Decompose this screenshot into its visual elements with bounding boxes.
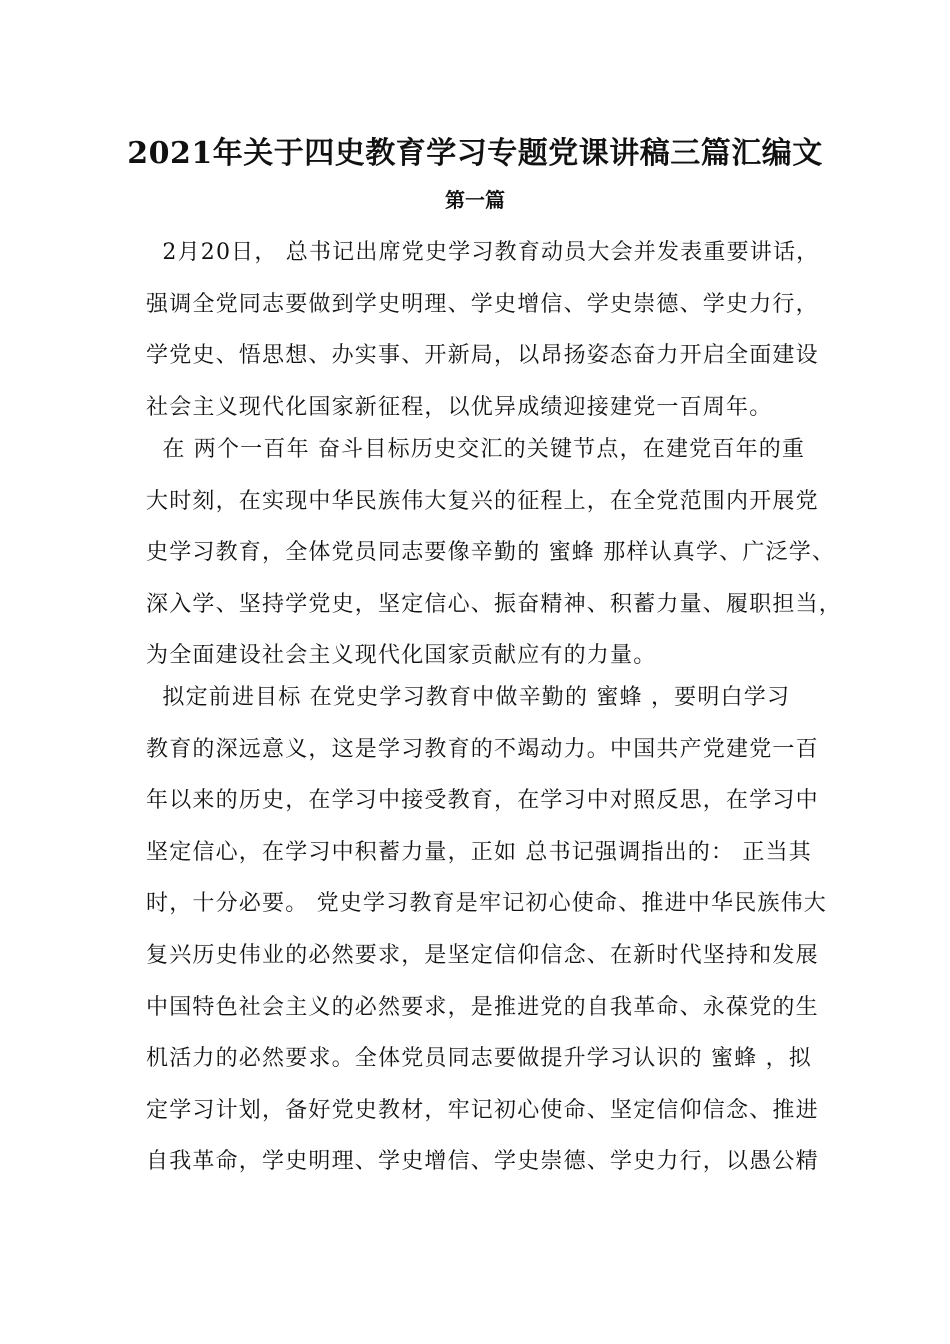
paragraph-line: 2月20日， 总书记出席党史学习教育动员大会并发表重要讲话，: [146, 240, 820, 265]
paragraph-line: 中国特色社会主义的必然要求，是推进党的自我革命、永葆党的生: [146, 994, 819, 1020]
paragraph-line: 社会主义现代化国家新征程，以优异成绩迎接建党一百周年。: [146, 394, 773, 420]
paragraph-3: [146, 672, 826, 1188]
paragraph-line: 坚定信心，在学习中积蓄力量，正如 总书记强调指出的： 正当其: [146, 839, 812, 865]
paragraph-line: 大时刻，在实现中华民族伟大复兴的征程上，在全党范围内开展党: [146, 488, 819, 514]
paragraph-line: 在 两个一百年 奋斗目标历史交汇的关键节点，在建党百年的重: [146, 437, 806, 462]
paragraph-line: 机活力的必然要求。全体党员同志要做提升学习认识的 蜜蜂 ，拟: [146, 1046, 812, 1072]
paragraph-line: 时，十分必要。 党史学习教育是牢记初心使命、推进中华民族伟大: [146, 891, 827, 917]
paragraph-2: [146, 424, 843, 682]
document-title: 2021年关于四史教育学习专题党课讲稿三篇汇编文: [127, 136, 823, 171]
paragraph-line: 复兴历史伟业的必然要求，是坚定信仰信念、在新时代坚持和发展: [146, 942, 819, 968]
paragraph-line: 年以来的历史，在学习中接受教育，在学习中对照反思，在学习中: [146, 788, 819, 814]
paragraph-line: 为全面建设社会主义现代化国家贡献应有的力量。: [146, 643, 657, 669]
paragraph-line: 深入学、坚持学党史，坚定信心、振奋精神、积蓄力量、履职担当，: [146, 591, 843, 617]
section-heading: 第一篇: [445, 188, 505, 212]
paragraph-line: 学党史、悟思想、办实事、开新局，以昂扬姿态奋力开启全面建设: [146, 343, 819, 369]
paragraph-line: 拟定前进目标 在党史学习教育中做辛勤的 蜜蜂 ，要明白学习: [146, 685, 791, 710]
paragraph-line: 自我革命，学史明理、学史增信、学史崇德、学史力行，以愚公精: [146, 1149, 819, 1175]
paragraph-line: 史学习教育，全体党员同志要像辛勤的 蜜蜂 那样认真学、广泛学、: [146, 540, 836, 566]
paragraph-line: 强调全党同志要做到学史明理、学史增信、学史崇德、学史力行，: [146, 291, 819, 317]
paragraph-line: 定学习计划，备好党史教材，牢记初心使命、坚定信仰信念、推进: [146, 1097, 819, 1123]
paragraph-line: 教育的深远意义，这是学习教育的不竭动力。中国共产党建党一百: [146, 736, 819, 762]
paragraph-1: [146, 227, 826, 433]
